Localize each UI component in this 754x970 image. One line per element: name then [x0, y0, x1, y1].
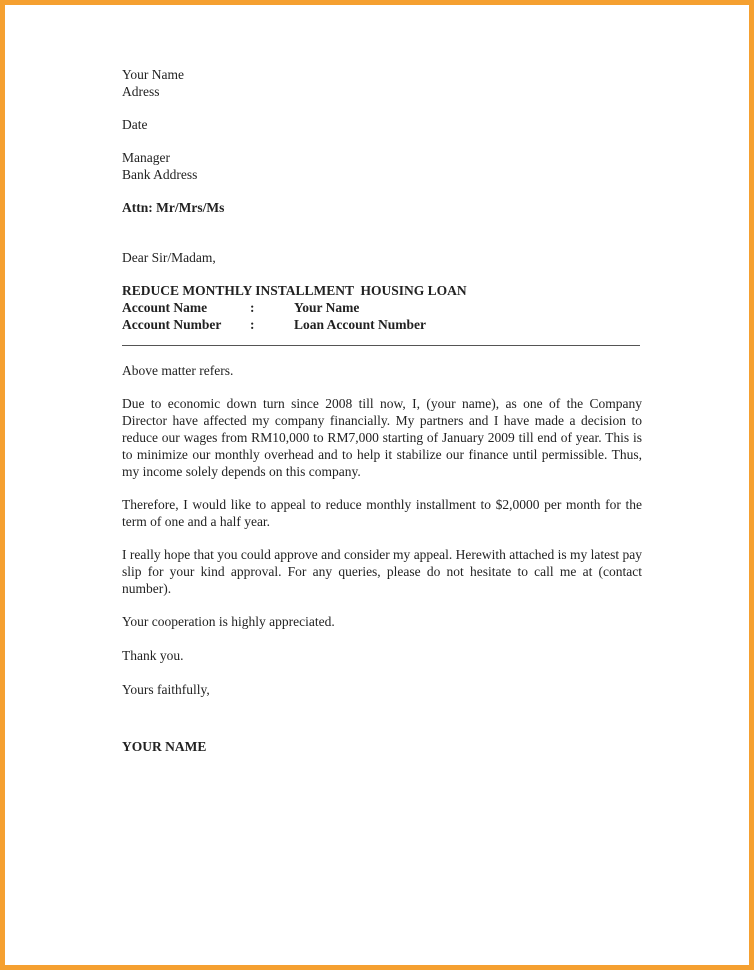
closing-signoff: Yours faithfully,: [122, 682, 210, 697]
subject-details: [122, 299, 426, 333]
letter-body: [122, 66, 642, 755]
subject-value: Your Name: [294, 300, 360, 315]
subject-value: Loan Account Number: [294, 317, 427, 332]
sender-name: Your Name: [122, 67, 185, 82]
recipient-title: Manager: [122, 150, 170, 165]
subject-separator: :: [250, 317, 255, 332]
body-paragraph-4: I really hope that you could approve and consider my appeal. Herewith attached is my latest pay slip for your kind approval. For any queries, please do not hesitate to call me at (contact number).: [122, 547, 642, 596]
subject-label: Account Number: [122, 317, 222, 332]
subject-row-account-name: [122, 299, 426, 316]
subject-separator: :: [250, 300, 255, 315]
body-paragraph-2: Due to economic down turn since 2008 till now, I, (your name), as one of the Company Director have affected my company financially. My partners and I have made a decision to reduce our wages from RM10,000 to RM7,000 starting of January 2009 till end of year. This is to minimize our monthly overhead and to help it stabilize our finance until permissible. Thus, my income solely depends on this company.: [122, 396, 642, 479]
subject-row-account-number: [122, 316, 426, 333]
horizontal-rule: [122, 345, 640, 346]
closing-thanks: Thank you.: [122, 648, 184, 663]
letter-date: Date: [122, 117, 148, 132]
recipient-address: Bank Address: [122, 167, 198, 182]
salutation: Dear Sir/Madam,: [122, 250, 216, 265]
recipient-block: [122, 149, 642, 183]
body-paragraph-1: Above matter refers.: [122, 363, 234, 378]
body-paragraph-5: Your cooperation is highly appreciated.: [122, 614, 335, 629]
subject-heading: REDUCE MONTHLY INSTALLMENT HOUSING LOAN: [122, 283, 467, 298]
body-paragraph-3: Therefore, I would like to appeal to reduce monthly installment to $2,0000 per month for the term of one and a half year.: [122, 497, 642, 529]
sender-block: [122, 66, 642, 100]
subject-label: Account Name: [122, 300, 208, 315]
signature-name: YOUR NAME: [122, 739, 207, 754]
sender-address: Adress: [122, 84, 160, 99]
attention-line: Attn: Mr/Mrs/Ms: [122, 200, 225, 215]
